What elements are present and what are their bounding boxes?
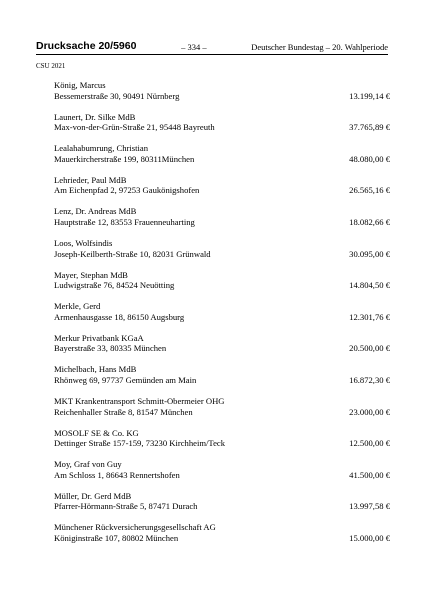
donor-address: Max-von-der-Grün-Straße 21, 95448 Bayreuth: [54, 122, 215, 133]
donor-entry: [54, 238, 390, 270]
donation-amount: 14.804,50 €: [349, 280, 390, 291]
donation-amount: 12.301,76 €: [349, 311, 390, 322]
donor-entry: [54, 459, 390, 491]
donor-address: Mauerkircherstraße 199, 80311München: [54, 153, 195, 164]
party-year-label: CSU 2021: [36, 62, 66, 70]
donation-amount: 48.080,00 €: [349, 153, 390, 164]
donation-amount: 37.765,89 €: [349, 122, 390, 133]
donor-name: Lenz, Dr. Andreas MdB: [54, 206, 137, 217]
donor-address: Am Eichenpfad 2, 97253 Gaukönigshofen: [54, 185, 200, 196]
donor-name: König, Marcus: [54, 80, 106, 90]
donor-name: Münchener Rückversicherungsgesellschaft AG: [54, 522, 216, 533]
donor-address: Königinstraße 107, 80802 München: [54, 532, 179, 543]
donor-address: Reichenhaller Straße 8, 81547 München: [54, 406, 193, 417]
donor-entry: [54, 396, 390, 428]
donation-amount: 15.000,00 €: [349, 532, 390, 543]
donor-name: MKT Krankentransport Schmitt-Obermeier OHG: [54, 395, 225, 406]
donor-name: Lealahabumrung, Christian: [54, 143, 149, 154]
donation-amount: 12.500,00 €: [349, 438, 390, 449]
donor-address: Bessemerstraße 30, 90491 Nürnberg: [54, 90, 180, 101]
donor-entry: [54, 80, 390, 112]
page-header: [36, 38, 388, 55]
donation-amount: 41.500,00 €: [349, 469, 390, 480]
donor-name: Lehrieder, Paul MdB: [54, 174, 127, 185]
donor-address: Armenhausgasse 18, 86150 Augsburg: [54, 311, 185, 322]
donor-name: Merkle, Gerd: [54, 301, 101, 312]
donation-amount: 26.565,16 €: [349, 185, 390, 196]
donor-address: Am Schloss 1, 86643 Rennertshofen: [54, 469, 180, 480]
donor-entry: [54, 112, 390, 144]
donor-entry: [54, 301, 390, 333]
donor-address: Rhönweg 69, 97737 Gemünden am Main: [54, 374, 197, 385]
donor-name: Launert, Dr. Silke MdB: [54, 111, 136, 122]
donor-address: Ludwigstraße 76, 84524 Neuötting: [54, 280, 175, 291]
donation-amount: 18.082,66 €: [349, 216, 390, 227]
donor-list: [54, 80, 390, 554]
donor-name: Moy, Graf von Guy: [54, 459, 122, 470]
donor-entry: [54, 491, 390, 523]
donor-name: Mayer, Stephan MdB: [54, 269, 128, 280]
donation-amount: 13.199,14 €: [349, 90, 390, 101]
donation-amount: 23.000,00 €: [349, 406, 390, 417]
donor-address: Bayerstraße 33, 80335 München: [54, 343, 167, 354]
donor-address: Hauptstraße 12, 83553 Frauenneuharting: [54, 216, 195, 227]
donor-entry: [54, 143, 390, 175]
donation-amount: 30.095,00 €: [349, 248, 390, 259]
drucksache-label: Drucksache 20/5960: [36, 40, 137, 52]
donor-entry: [54, 428, 390, 460]
donation-amount: 13.997,58 €: [349, 501, 390, 512]
donor-entry: [54, 270, 390, 302]
donor-entry: [54, 175, 390, 207]
donor-entry: [54, 333, 390, 365]
donor-name: Loos, Wolfsindis: [54, 237, 113, 248]
donor-name: MOSOLF SE & Co. KG: [54, 427, 139, 438]
donor-address: Pfarrer-Hörmann-Straße 5, 87471 Durach: [54, 501, 198, 512]
donor-name: Müller, Dr. Gerd MdB: [54, 490, 132, 501]
donor-name: Merkur Privatbank KGaA: [54, 332, 144, 343]
page-number: – 334 –: [181, 42, 207, 52]
donor-address: Dettinger Straße 157-159, 73230 Kirchheim/Teck: [54, 438, 225, 449]
donation-amount: 16.872,30 €: [349, 374, 390, 385]
donation-amount: 20.500,00 €: [349, 343, 390, 354]
donor-name: Michelbach, Hans MdB: [54, 364, 137, 375]
donor-entry: [54, 206, 390, 238]
donor-address: Joseph-Keilberth-Straße 10, 82031 Grünwald: [54, 248, 211, 259]
donor-entry: [54, 522, 390, 554]
donor-entry: [54, 364, 390, 396]
parliament-label: Deutscher Bundestag – 20. Wahlperiode: [251, 42, 388, 52]
